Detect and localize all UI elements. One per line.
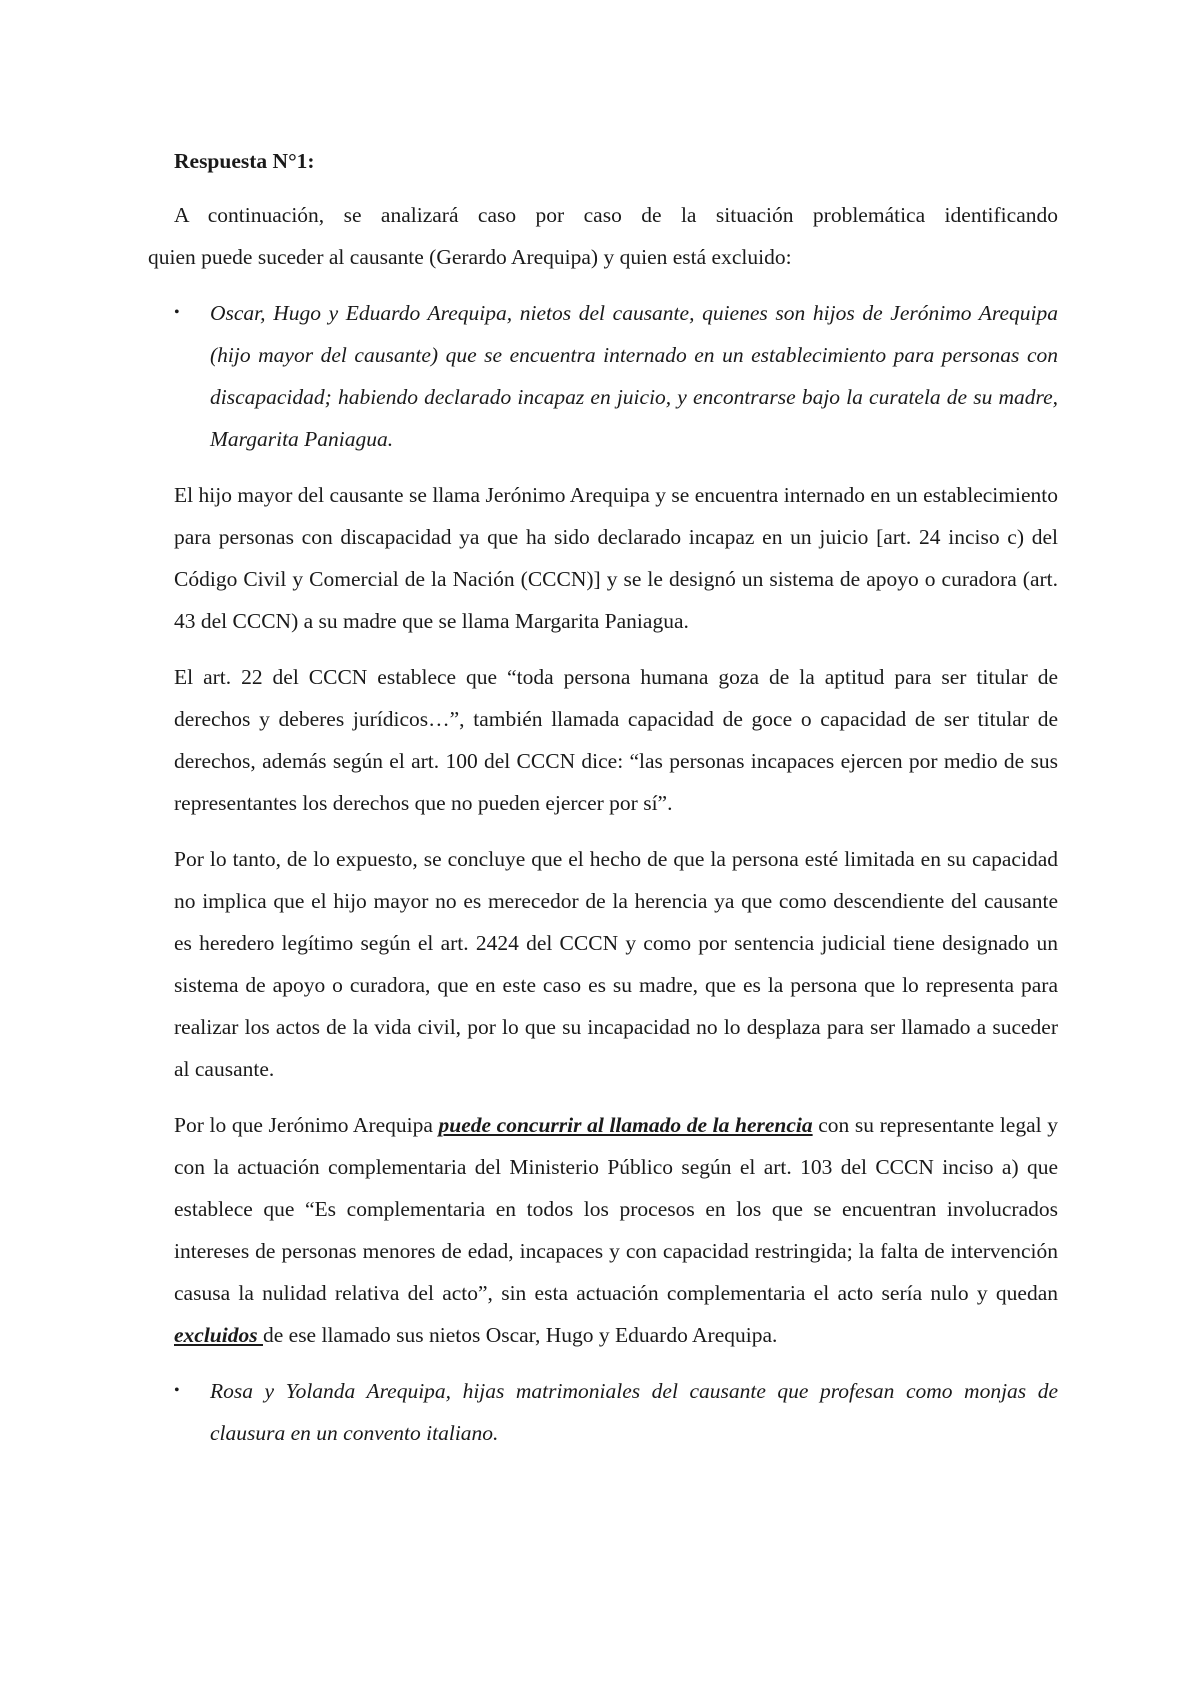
paragraph-concurrir: [174, 1104, 1058, 1356]
concurrir-text-after: de ese llamado sus nietos Oscar, Hugo y Eduardo Arequipa.: [262, 1323, 778, 1347]
bullet-text-nietos: Oscar, Hugo y Eduardo Arequipa, nietos del causante, quienes son hijos de Jerónimo Arequipa (hijo mayor del causante) que se encuentra internado en un establecimiento para personas con discapacidad; habiendo declarado incapaz en juicio, y encontrarse bajo la curatela de su madre, Margarita Paniagua.: [210, 301, 1058, 451]
concurrir-emphasis: puede concurrir al llamado de la herencia: [438, 1113, 813, 1137]
concurrir-text-before: Por lo que Jerónimo Arequipa: [174, 1113, 439, 1137]
answer-heading: Respuesta N°1:: [174, 149, 315, 173]
bullet-text-hijas: Rosa y Yolanda Arequipa, hijas matrimoniales del causante que profesan como monjas de clausura en un convento italiano.: [210, 1379, 1058, 1445]
excluidos-emphasis: excluidos: [174, 1323, 263, 1347]
document-page: [148, 140, 1058, 1468]
bullet-item-nietos: [174, 292, 1058, 460]
bullet-icon: •: [174, 1382, 180, 1399]
intro-line-1: A continuación, se analizará caso por caso de la situación problemática identificando: [174, 203, 1058, 227]
bullet-icon: •: [174, 304, 180, 321]
paragraph-conclusion: Por lo tanto, de lo expuesto, se concluye que el hecho de que la persona esté limitada en su capacidad no implica que el hijo mayor no es merecedor de la herencia ya que como descendiente del causante es heredero legítimo según el art. 2424 del CCCN y como por sentencia judicial tiene designado un sistema de apoyo o curadora, que en este caso es su madre, que es la persona que lo representa para realizar los actos de la vida civil, por lo que su incapacidad no lo desplaza para ser llamado a suceder al causante.: [174, 847, 1058, 1081]
intro-line-2: quien puede suceder al causante (Gerardo Arequipa) y quien está excluido:: [148, 245, 792, 269]
intro-paragraph: [148, 194, 1058, 278]
paragraph-hijo-mayor: El hijo mayor del causante se llama Jerónimo Arequipa y se encuentra internado en un establecimiento para personas con discapacidad ya que ha sido declarado incapaz en un juicio [art. 24 inciso c) del Código Civil y Comercial de la Nación (CCCN)] y se le designó un sistema de apoyo o curadora (art. 43 del CCCN) a su madre que se llama Margarita Paniagua.: [174, 483, 1058, 633]
concurrir-text-middle: con su representante legal y con la actuación complementaria del Ministerio Público según el art. 103 del CCCN inciso a) que establece que “Es complementaria en todos los procesos en los que se encuentran involucrados intereses de personas menores de edad, incapaces y con capacidad restringida; la falta de intervención casusa la nulidad relativa del acto”, sin esta actuación complementaria el acto sería nulo y quedan: [174, 1113, 1058, 1305]
bullet-item-hijas: [174, 1370, 1058, 1454]
paragraph-art-22: El art. 22 del CCCN establece que “toda persona humana goza de la aptitud para ser titular de derechos y deberes jurídicos…”, también llamada capacidad de goce o capacidad de ser titular de derechos, además según el art. 100 del CCCN dice: “las personas incapaces ejercen por medio de sus representantes los derechos que no pueden ejercer por sí”.: [174, 665, 1058, 815]
